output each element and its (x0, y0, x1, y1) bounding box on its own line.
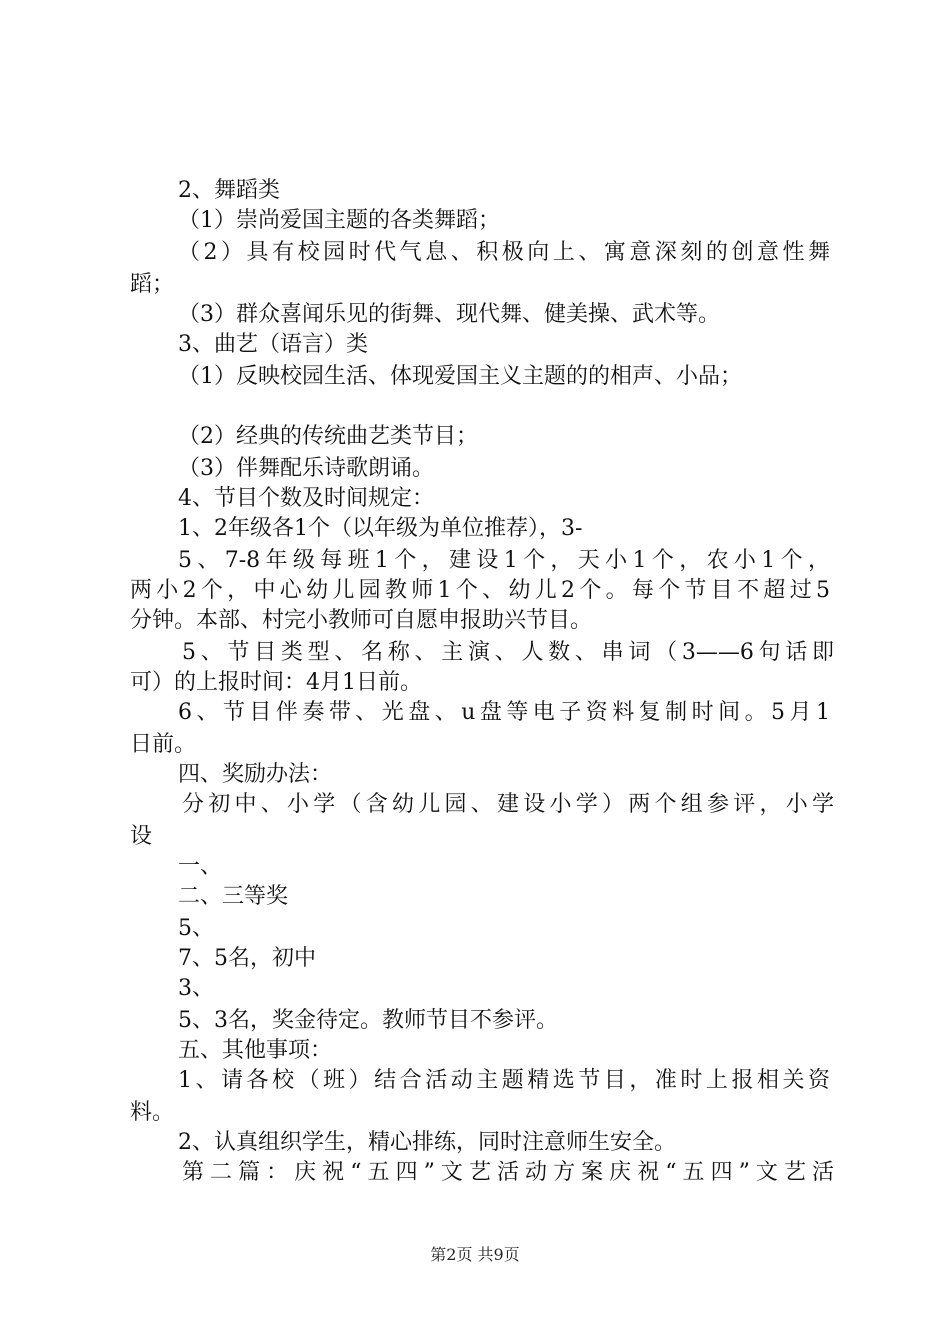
text-line: 日前。 (130, 732, 197, 757)
text-line: （1）崇尚爱国主题的各类舞蹈； (178, 208, 500, 233)
page-number-footer: 第2页 共9页 (430, 1245, 520, 1264)
text-line: （3）群众喜闻乐见的街舞、现代舞、健美操、武术等。 (178, 302, 720, 327)
text-line: 分初中、小学（含幼儿园、建设小学）两个组参评，小学 (182, 792, 834, 817)
text-line: 5、3名，奖金待定。教师节目不参评。 (178, 1008, 558, 1033)
text-line: 1、2年级各1个（以年级为单位推荐），3- (178, 516, 583, 541)
text-line: 一、 (178, 854, 223, 879)
text-line: 第二篇：庆祝“五四”文艺活动方案庆祝“五四”文艺活 (182, 1160, 834, 1185)
text-line: 可）的上报时间：4月1日前。 (130, 670, 422, 695)
text-line: （2）经典的传统曲艺类节目； (178, 424, 478, 449)
text-line: （1）反映校园生活、体现爱国主义主题的的相声、小品； (178, 364, 742, 389)
text-line: 分钟。本部、村完小教师可自愿申报助兴节目。 (130, 608, 593, 633)
text-line: 3、 (178, 976, 214, 1001)
text-line: 5、节目类型、名称、主演、人数、串词（3——6句话即 (182, 640, 834, 665)
text-line: 两小2个，中心幼儿园教师1个、幼儿2个。每个节目不超过5 (130, 578, 830, 603)
text-line: 设 (130, 824, 153, 849)
text-line: 二、三等奖 (178, 884, 289, 909)
text-line: 2、认真组织学生，精心排练，同时注意师生安全。 (178, 1130, 676, 1155)
section-heading-dance: 2、舞蹈类 (178, 178, 280, 203)
text-line: （2）具有校园时代气息、积极向上、寓意深刻的创意性舞 (178, 240, 830, 265)
text-line: 料。 (130, 1100, 175, 1125)
text-line: 5、 (178, 916, 214, 941)
text-line: 7、5名，初中 (178, 946, 316, 971)
text-line: （3）伴舞配乐诗歌朗诵。 (178, 456, 434, 481)
text-line: 1、请各校（班）结合活动主题精选节目，准时上报相关资 (178, 1068, 830, 1093)
section-heading-quyi: 3、曲艺（语言）类 (178, 332, 368, 357)
text-line: 6、节目伴奏带、光盘、u盘等电子资料复制时间。5月1 (178, 700, 830, 725)
text-line: 蹈； (130, 272, 175, 297)
section-heading-program-count: 4、节目个数及时间规定： (178, 486, 434, 511)
section-heading-other: 五、其他事项： (178, 1038, 333, 1063)
section-heading-awards: 四、奖励办法： (178, 762, 333, 787)
text-line: 5、7-8年级每班1个，建设1个，天小1个，农小1个， (178, 548, 830, 573)
